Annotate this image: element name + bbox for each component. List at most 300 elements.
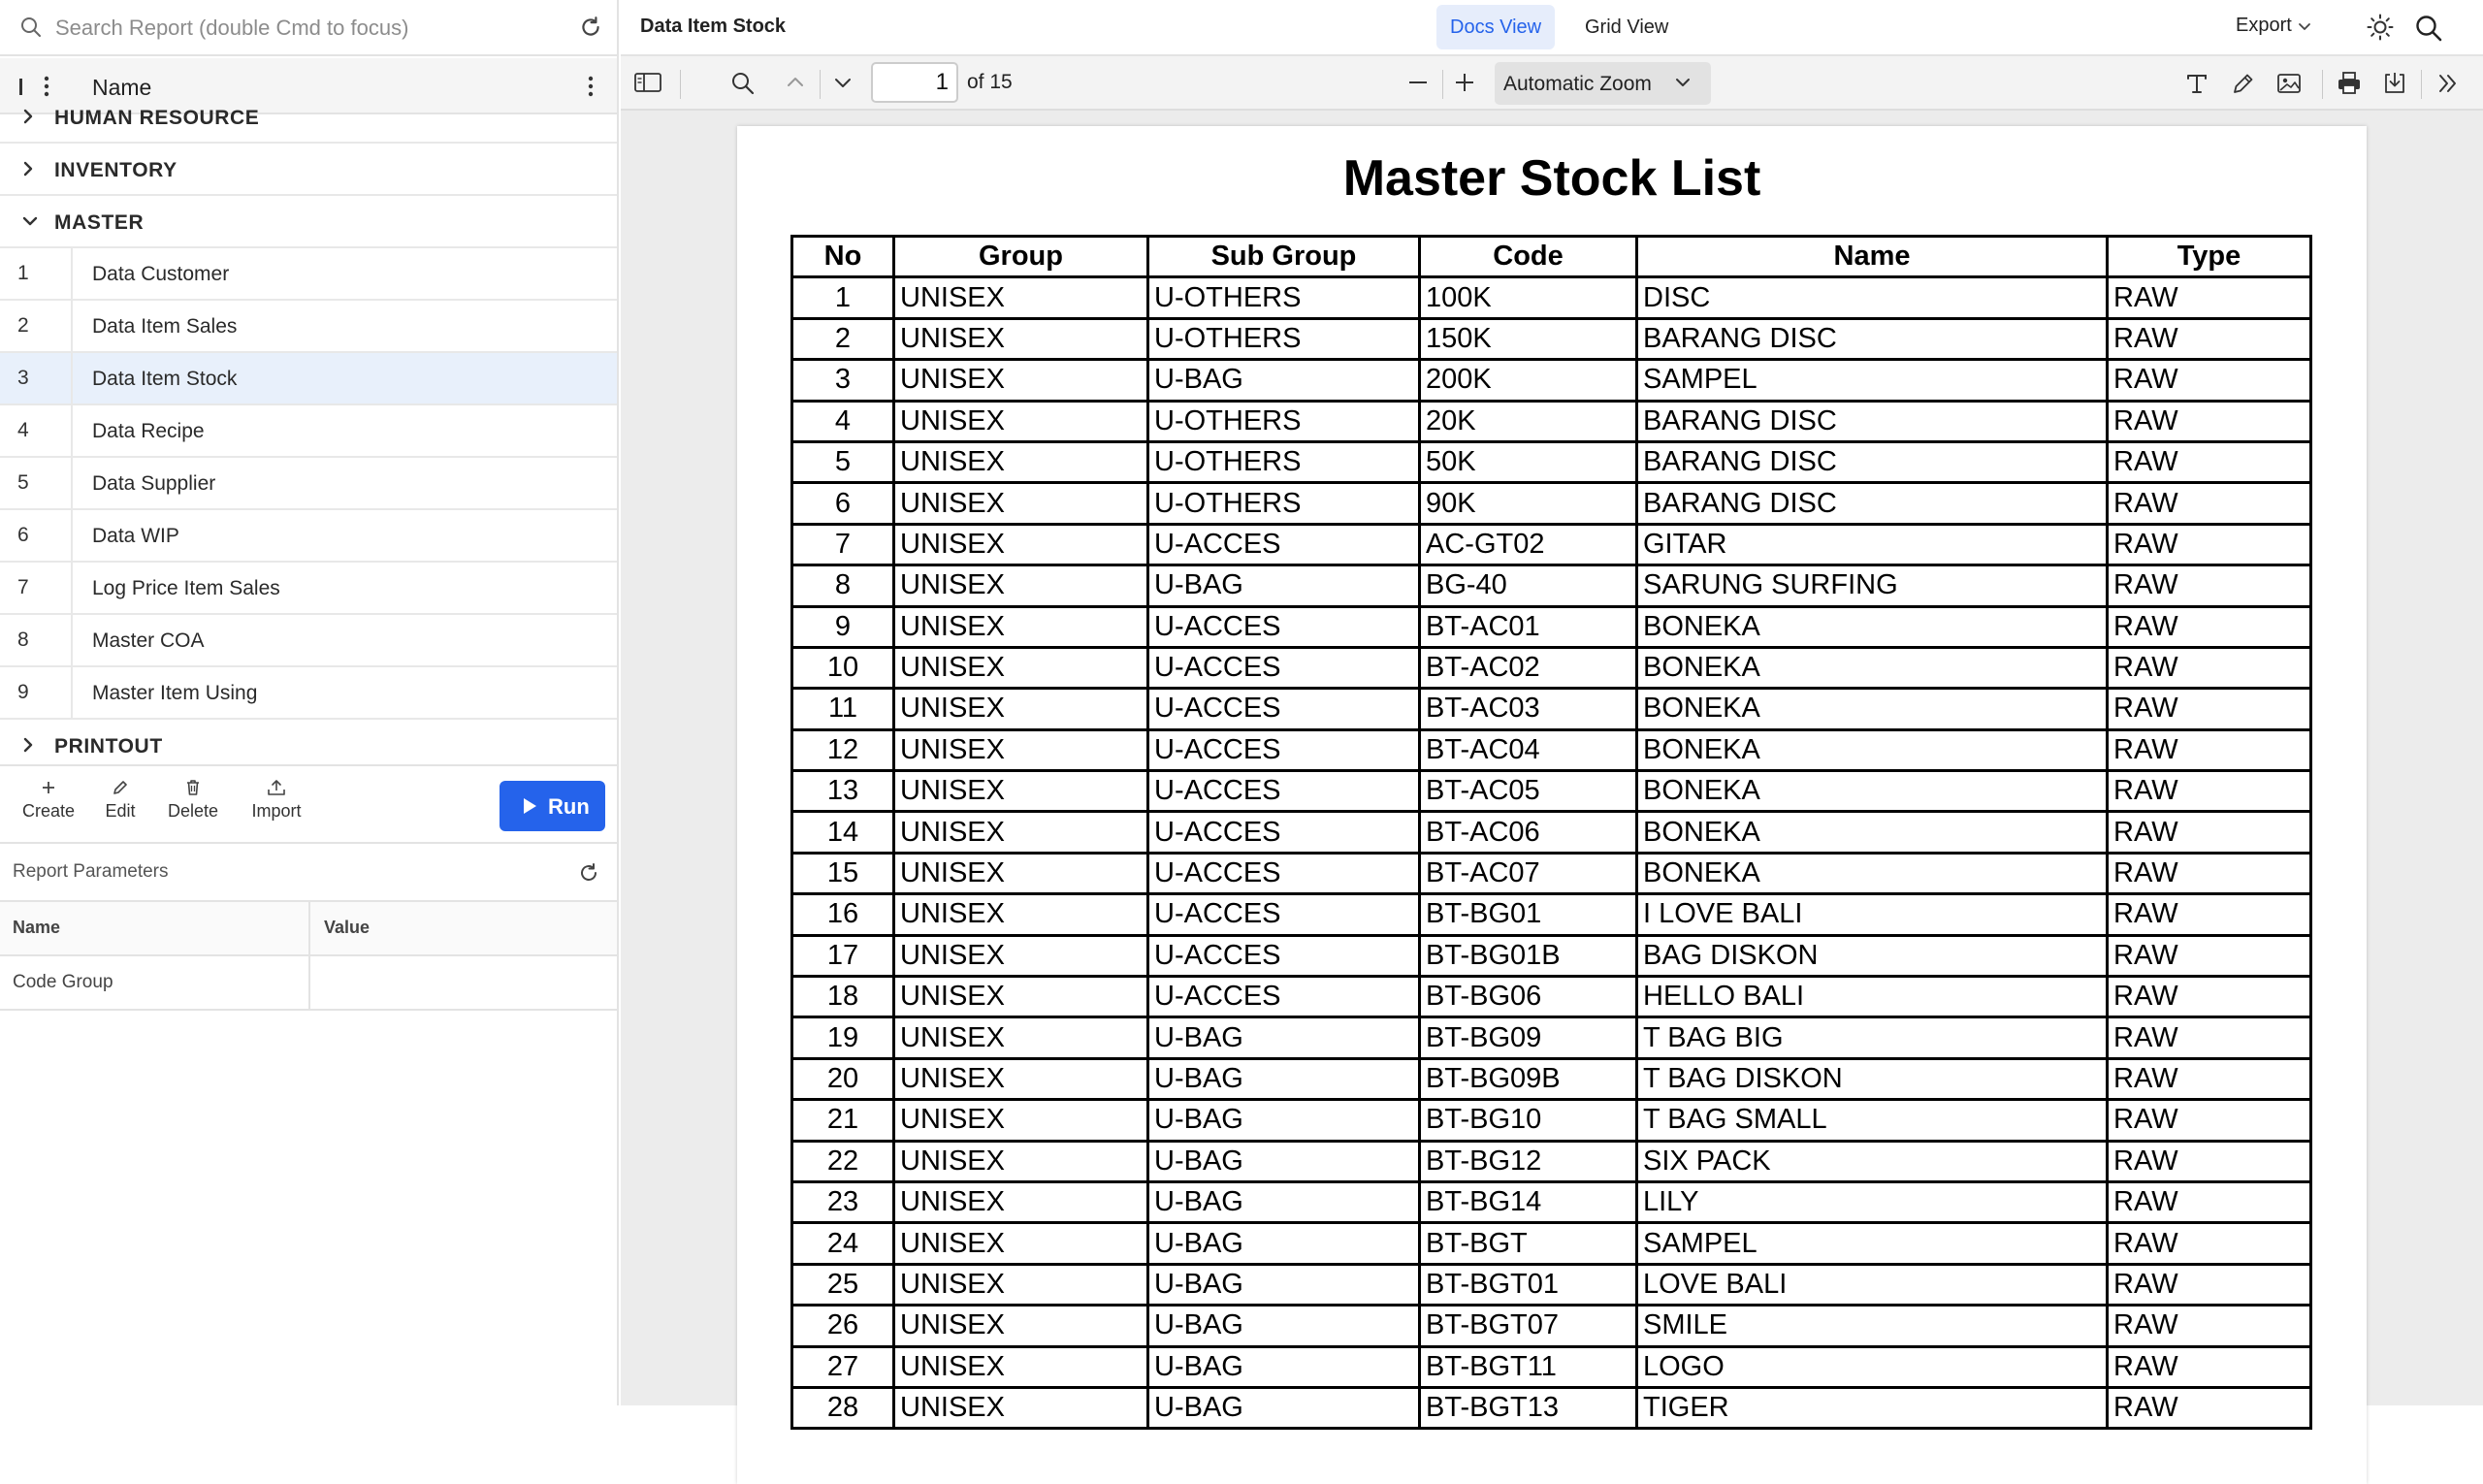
cell-name: T BAG DISKON xyxy=(1637,1058,2108,1099)
row-number-cell xyxy=(0,563,73,613)
table-row xyxy=(792,524,2311,565)
cell-code: BT-AC03 xyxy=(1420,689,1637,729)
row-number-cell xyxy=(0,405,73,456)
refresh-icon[interactable] xyxy=(578,15,603,40)
cell-no: 15 xyxy=(792,853,894,893)
cell-code: BT-BG01 xyxy=(1420,894,1637,935)
cell-code: BG-40 xyxy=(1420,565,1637,606)
row-number: 9 xyxy=(17,681,29,703)
cell-sub-group: U-BAG xyxy=(1148,1306,1420,1346)
cell-sub-group: U-ACCES xyxy=(1148,977,1420,1017)
delete-label: Delete xyxy=(167,801,219,821)
tree-item-label: Data Supplier xyxy=(92,472,216,495)
cell-group: UNISEX xyxy=(894,729,1148,770)
tree-item-master-coa[interactable] xyxy=(0,615,617,667)
cell-type: RAW xyxy=(2108,277,2311,318)
cell-no: 13 xyxy=(792,771,894,812)
cell-type: RAW xyxy=(2108,1058,2311,1099)
cell-name: BONEKA xyxy=(1637,606,2108,647)
cell-code: BT-AC05 xyxy=(1420,771,1637,812)
tree-item-master-item-using[interactable] xyxy=(0,667,617,720)
cell-type: RAW xyxy=(2108,647,2311,688)
cell-no: 27 xyxy=(792,1346,894,1387)
cell-sub-group: U-ACCES xyxy=(1148,524,1420,565)
cell-group: UNISEX xyxy=(894,1141,1148,1181)
tree-item-label: Data WIP xyxy=(92,525,179,547)
chevron-right-icon xyxy=(20,735,36,755)
cell-type: RAW xyxy=(2108,1387,2311,1428)
table-row xyxy=(792,1264,2311,1305)
cell-type: RAW xyxy=(2108,1100,2311,1141)
cell-type: RAW xyxy=(2108,935,2311,976)
cell-type: RAW xyxy=(2108,483,2311,524)
table-header-row xyxy=(792,237,2311,277)
cell-name: BONEKA xyxy=(1637,689,2108,729)
table-row xyxy=(792,1100,2311,1141)
tree-item-data-customer[interactable] xyxy=(0,248,617,301)
cell-sub-group: U-ACCES xyxy=(1148,812,1420,853)
cell-name: BONEKA xyxy=(1637,771,2108,812)
report-parameters-header xyxy=(0,844,617,902)
cell-group: UNISEX xyxy=(894,812,1148,853)
cell-sub-group: U-ACCES xyxy=(1148,771,1420,812)
cell-code: BT-BG01B xyxy=(1420,935,1637,976)
tree-item-data-item-stock[interactable] xyxy=(0,353,617,405)
cell-sub-group: U-ACCES xyxy=(1148,689,1420,729)
export-button[interactable]: Export xyxy=(2236,15,2292,36)
cell-type: RAW xyxy=(2108,565,2311,606)
cell-code: 50K xyxy=(1420,441,1637,482)
cell-name: BONEKA xyxy=(1637,853,2108,893)
cell-name: BONEKA xyxy=(1637,812,2108,853)
cell-sub-group: U-BAG xyxy=(1148,1223,1420,1264)
cell-name: BARANG DISC xyxy=(1637,318,2108,359)
cell-code: BT-BGT13 xyxy=(1420,1387,1637,1428)
cell-no: 28 xyxy=(792,1387,894,1428)
cell-name: BAG DISKON xyxy=(1637,935,2108,976)
cell-sub-group: U-BAG xyxy=(1148,1387,1420,1428)
row-number: 5 xyxy=(17,471,29,494)
run-label: Run xyxy=(548,794,590,819)
cell-group: UNISEX xyxy=(894,1346,1148,1387)
download-icon[interactable] xyxy=(2381,70,2408,97)
cell-no: 2 xyxy=(792,318,894,359)
chevron-down-icon[interactable] xyxy=(2297,20,2312,34)
cell-type: RAW xyxy=(2108,1181,2311,1222)
table-row xyxy=(792,318,2311,359)
plus-icon xyxy=(39,778,58,797)
tree-group-label: HUMAN RESOURCE xyxy=(54,107,260,129)
find-icon[interactable] xyxy=(729,70,757,97)
next-page-icon[interactable] xyxy=(831,70,855,95)
cell-code: BT-BGT01 xyxy=(1420,1264,1637,1305)
report-sidebar xyxy=(0,0,619,1405)
sidebar-toggle-icon[interactable] xyxy=(633,70,662,95)
trash-icon xyxy=(183,778,203,797)
cell-group: UNISEX xyxy=(894,1100,1148,1141)
cell-name: BARANG DISC xyxy=(1637,401,2108,441)
cell-sub-group: U-BAG xyxy=(1148,360,1420,401)
tree-item-data-recipe[interactable] xyxy=(0,405,617,458)
chevron-right-icon xyxy=(20,107,36,126)
param-value-header xyxy=(312,902,617,954)
column-header-no: No xyxy=(792,237,894,277)
chevron-right-icon xyxy=(20,159,36,178)
play-icon xyxy=(522,797,537,815)
cell-name: LOVE BALI xyxy=(1637,1264,2108,1305)
tree-item-label: Master Item Using xyxy=(92,682,258,704)
table-row xyxy=(792,853,2311,893)
table-row xyxy=(792,401,2311,441)
zoom-in-icon[interactable] xyxy=(1452,70,1477,95)
param-name-cell xyxy=(0,956,310,1009)
report-actions-bar xyxy=(0,764,617,844)
table-row xyxy=(792,894,2311,935)
cell-no: 9 xyxy=(792,606,894,647)
cell-code: 20K xyxy=(1420,401,1637,441)
row-number-cell xyxy=(0,301,73,351)
toolbar-divider xyxy=(820,70,821,99)
cell-group: UNISEX xyxy=(894,1058,1148,1099)
delete-button[interactable] xyxy=(163,778,223,822)
cell-sub-group: U-BAG xyxy=(1148,1058,1420,1099)
name-column-header[interactable]: Name xyxy=(92,75,152,100)
cell-sub-group: U-OTHERS xyxy=(1148,441,1420,482)
cell-no: 22 xyxy=(792,1141,894,1181)
cell-no: 20 xyxy=(792,1058,894,1099)
cell-no: 26 xyxy=(792,1306,894,1346)
cell-group: UNISEX xyxy=(894,1306,1148,1346)
tree-item-label: Data Recipe xyxy=(92,420,205,442)
table-row xyxy=(792,812,2311,853)
cell-code: BT-BG10 xyxy=(1420,1100,1637,1141)
run-button[interactable] xyxy=(500,781,605,831)
cell-code: BT-BG14 xyxy=(1420,1181,1637,1222)
cell-sub-group: U-BAG xyxy=(1148,565,1420,606)
cell-no: 21 xyxy=(792,1100,894,1141)
tab-grid-view[interactable]: Grid View xyxy=(1585,16,1669,38)
cell-name: BARANG DISC xyxy=(1637,483,2108,524)
cell-type: RAW xyxy=(2108,729,2311,770)
table-row xyxy=(792,1141,2311,1181)
column-header-group: Group xyxy=(894,237,1148,277)
cell-group: UNISEX xyxy=(894,483,1148,524)
table-row xyxy=(792,1181,2311,1222)
cell-code: 90K xyxy=(1420,483,1637,524)
column-header-name: Name xyxy=(1637,237,2108,277)
search-icon[interactable] xyxy=(2413,13,2444,44)
param-name-header-label: Name xyxy=(13,918,61,937)
cell-sub-group: U-ACCES xyxy=(1148,935,1420,976)
cell-group: UNISEX xyxy=(894,360,1148,401)
page-count: of 15 xyxy=(967,71,1013,93)
cell-no: 3 xyxy=(792,360,894,401)
param-value-cell[interactable] xyxy=(312,956,617,1009)
cell-name: BARANG DISC xyxy=(1637,441,2108,482)
cell-name: SIX PACK xyxy=(1637,1141,2108,1181)
tree-group-label: INVENTORY xyxy=(54,159,177,181)
tree-item-label: Data Item Stock xyxy=(92,368,238,390)
cell-no: 1 xyxy=(792,277,894,318)
cell-code: 100K xyxy=(1420,277,1637,318)
cell-sub-group: U-BAG xyxy=(1148,1017,1420,1058)
table-row xyxy=(792,483,2311,524)
table-row xyxy=(792,1346,2311,1387)
row-number: 6 xyxy=(17,524,29,546)
cell-group: UNISEX xyxy=(894,894,1148,935)
param-name: Code Group xyxy=(13,972,113,992)
search-icon xyxy=(19,16,43,39)
theme-toggle-sun-icon[interactable] xyxy=(2366,13,2395,42)
more-tools-icon[interactable] xyxy=(2435,70,2462,97)
cell-no: 4 xyxy=(792,401,894,441)
row-number-cell xyxy=(0,458,73,508)
cell-no: 16 xyxy=(792,894,894,935)
cell-type: RAW xyxy=(2108,1264,2311,1305)
tree-item-data-supplier[interactable] xyxy=(0,458,617,510)
tree-item-label: Log Price Item Sales xyxy=(92,577,280,599)
cell-name: HELLO BALI xyxy=(1637,977,2108,1017)
cell-group: UNISEX xyxy=(894,1223,1148,1264)
cell-group: UNISEX xyxy=(894,1264,1148,1305)
table-row xyxy=(792,689,2311,729)
table-row xyxy=(792,1223,2311,1264)
zoom-select-value: Automatic Zoom xyxy=(1503,73,1652,95)
column-header-sub-group: Sub Group xyxy=(1148,237,1420,277)
cell-type: RAW xyxy=(2108,894,2311,935)
report-viewer xyxy=(621,0,2483,1424)
create-button[interactable] xyxy=(19,778,78,822)
report-parameters-table xyxy=(0,902,617,1011)
row-number: 7 xyxy=(17,576,29,598)
chevron-down-icon xyxy=(20,211,40,231)
cell-type: RAW xyxy=(2108,524,2311,565)
refresh-icon[interactable] xyxy=(577,861,600,885)
cell-sub-group: U-ACCES xyxy=(1148,729,1420,770)
table-row xyxy=(792,565,2311,606)
cell-type: RAW xyxy=(2108,1141,2311,1181)
previous-page-icon[interactable] xyxy=(784,70,807,95)
toolbar-divider xyxy=(2421,70,2422,99)
cell-code: 200K xyxy=(1420,360,1637,401)
column-header-code: Code xyxy=(1420,237,1637,277)
row-number: 2 xyxy=(17,314,29,337)
cell-code: BT-AC01 xyxy=(1420,606,1637,647)
cell-group: UNISEX xyxy=(894,277,1148,318)
table-row xyxy=(792,441,2311,482)
tree-item-data-wip[interactable] xyxy=(0,510,617,563)
cell-no: 25 xyxy=(792,1264,894,1305)
cell-no: 6 xyxy=(792,483,894,524)
cell-sub-group: U-ACCES xyxy=(1148,853,1420,893)
table-row xyxy=(792,977,2311,1017)
cell-group: UNISEX xyxy=(894,647,1148,688)
cell-sub-group: U-BAG xyxy=(1148,1264,1420,1305)
cell-group: UNISEX xyxy=(894,401,1148,441)
image-tool-icon[interactable] xyxy=(2275,70,2303,97)
document-title: Master Stock List xyxy=(1342,150,1761,207)
cell-type: RAW xyxy=(2108,1017,2311,1058)
table-row xyxy=(792,1306,2311,1346)
tree-item-label: Data Item Sales xyxy=(92,315,238,338)
params-header-row xyxy=(0,902,617,956)
cell-code: BT-BGT07 xyxy=(1420,1306,1637,1346)
toolbar-divider xyxy=(2322,70,2323,99)
cell-name: SMILE xyxy=(1637,1306,2108,1346)
report-search-bar xyxy=(0,0,617,56)
table-row xyxy=(792,1387,2311,1428)
viewer-topbar xyxy=(621,0,2483,56)
cell-type: RAW xyxy=(2108,853,2311,893)
zoom-select[interactable] xyxy=(1495,62,1711,105)
cell-no: 14 xyxy=(792,812,894,853)
row-number-cell xyxy=(0,353,73,403)
upload-icon xyxy=(266,778,287,797)
cell-sub-group: U-BAG xyxy=(1148,1100,1420,1141)
master-stock-table xyxy=(790,235,2312,1430)
pencil-icon xyxy=(111,778,130,797)
report-title: Data Item Stock xyxy=(640,16,787,37)
tree-group-master[interactable] xyxy=(0,196,617,248)
import-label: Import xyxy=(251,801,302,821)
draw-tool-icon[interactable] xyxy=(2230,70,2257,97)
cell-group: UNISEX xyxy=(894,853,1148,893)
cell-code: BT-BG12 xyxy=(1420,1141,1637,1181)
cell-code: BT-BGT xyxy=(1420,1223,1637,1264)
table-row xyxy=(792,1058,2311,1099)
row-number: 8 xyxy=(17,629,29,651)
table-row xyxy=(792,647,2311,688)
cell-name: GITAR xyxy=(1637,524,2108,565)
cell-type: RAW xyxy=(2108,689,2311,729)
param-row-code-group xyxy=(0,956,617,1011)
cell-code: BT-AC04 xyxy=(1420,729,1637,770)
cell-group: UNISEX xyxy=(894,935,1148,976)
row-number-cell xyxy=(0,248,73,299)
cell-sub-group: U-OTHERS xyxy=(1148,483,1420,524)
report-tree xyxy=(0,107,617,764)
cell-no: 17 xyxy=(792,935,894,976)
cell-group: UNISEX xyxy=(894,1017,1148,1058)
cell-type: RAW xyxy=(2108,606,2311,647)
tree-item-data-item-sales[interactable] xyxy=(0,301,617,353)
chevron-down-icon xyxy=(1673,76,1693,91)
cell-sub-group: U-ACCES xyxy=(1148,606,1420,647)
table-row xyxy=(792,1017,2311,1058)
cell-no: 10 xyxy=(792,647,894,688)
cell-group: UNISEX xyxy=(894,606,1148,647)
cell-group: UNISEX xyxy=(894,441,1148,482)
cell-type: RAW xyxy=(2108,812,2311,853)
cell-name: BONEKA xyxy=(1637,647,2108,688)
row-number-cell xyxy=(0,615,73,665)
cell-no: 24 xyxy=(792,1223,894,1264)
tree-item-label: Data Customer xyxy=(92,263,230,285)
cell-name: TIGER xyxy=(1637,1387,2108,1428)
column-header-type: Type xyxy=(2108,237,2311,277)
table-row xyxy=(792,771,2311,812)
cell-group: UNISEX xyxy=(894,524,1148,565)
cell-name: BONEKA xyxy=(1637,729,2108,770)
cell-code: AC-GT02 xyxy=(1420,524,1637,565)
edit-label: Edit xyxy=(105,801,136,821)
cell-sub-group: U-BAG xyxy=(1148,1181,1420,1222)
cell-no: 23 xyxy=(792,1181,894,1222)
pdf-page xyxy=(737,126,2367,1484)
tree-group-human-resource[interactable] xyxy=(0,91,617,144)
cell-group: UNISEX xyxy=(894,689,1148,729)
cell-name: I LOVE BALI xyxy=(1637,894,2108,935)
table-row xyxy=(792,729,2311,770)
cell-no: 5 xyxy=(792,441,894,482)
cell-no: 11 xyxy=(792,689,894,729)
cell-no: 19 xyxy=(792,1017,894,1058)
cell-group: UNISEX xyxy=(894,318,1148,359)
zoom-out-icon[interactable] xyxy=(1405,70,1431,95)
cell-sub-group: U-ACCES xyxy=(1148,894,1420,935)
table-row xyxy=(792,360,2311,401)
row-number-cell xyxy=(0,510,73,561)
text-tool-icon[interactable] xyxy=(2183,70,2210,97)
table-body xyxy=(792,277,2311,1429)
cell-group: UNISEX xyxy=(894,1181,1148,1222)
cell-type: RAW xyxy=(2108,318,2311,359)
cell-type: RAW xyxy=(2108,360,2311,401)
param-value-header-label: Value xyxy=(324,918,371,937)
tree-group-label: MASTER xyxy=(54,211,145,234)
import-button[interactable] xyxy=(246,778,306,822)
page-number-input[interactable] xyxy=(871,62,958,103)
edit-button[interactable] xyxy=(101,778,140,822)
row-number-cell xyxy=(0,667,73,718)
table-row xyxy=(792,277,2311,318)
cell-name: T BAG BIG xyxy=(1637,1017,2108,1058)
cell-code: BT-AC07 xyxy=(1420,853,1637,893)
cell-name: LILY xyxy=(1637,1181,2108,1222)
cell-code: 150K xyxy=(1420,318,1637,359)
row-number: 3 xyxy=(17,367,29,389)
cell-code: BT-AC06 xyxy=(1420,812,1637,853)
cell-type: RAW xyxy=(2108,977,2311,1017)
toolbar-divider xyxy=(1442,70,1443,99)
cell-name: SAMPEL xyxy=(1637,360,2108,401)
print-icon[interactable] xyxy=(2336,70,2363,97)
cell-sub-group: U-OTHERS xyxy=(1148,277,1420,318)
row-number: 1 xyxy=(17,262,29,284)
cell-no: 18 xyxy=(792,977,894,1017)
cell-no: 8 xyxy=(792,565,894,606)
tree-item-label: Master COA xyxy=(92,629,205,652)
table-row xyxy=(792,935,2311,976)
search-input[interactable]: Search Report (double Cmd to focus) xyxy=(55,16,409,40)
tree-group-inventory[interactable] xyxy=(0,144,617,196)
cell-type: RAW xyxy=(2108,1346,2311,1387)
cell-code: BT-BGT11 xyxy=(1420,1346,1637,1387)
tab-docs-view[interactable]: Docs View xyxy=(1436,5,1555,49)
cell-type: RAW xyxy=(2108,441,2311,482)
cell-name: SAMPEL xyxy=(1637,1223,2108,1264)
create-label: Create xyxy=(21,801,76,821)
tree-item-log-price-item-sales[interactable] xyxy=(0,563,617,615)
cell-code: BT-BG09B xyxy=(1420,1058,1637,1099)
cell-sub-group: U-OTHERS xyxy=(1148,401,1420,441)
cell-code: BT-BG09 xyxy=(1420,1017,1637,1058)
cell-group: UNISEX xyxy=(894,565,1148,606)
cell-type: RAW xyxy=(2108,1306,2311,1346)
row-number: 4 xyxy=(17,419,29,441)
toolbar-divider xyxy=(680,70,681,99)
cell-no: 7 xyxy=(792,524,894,565)
